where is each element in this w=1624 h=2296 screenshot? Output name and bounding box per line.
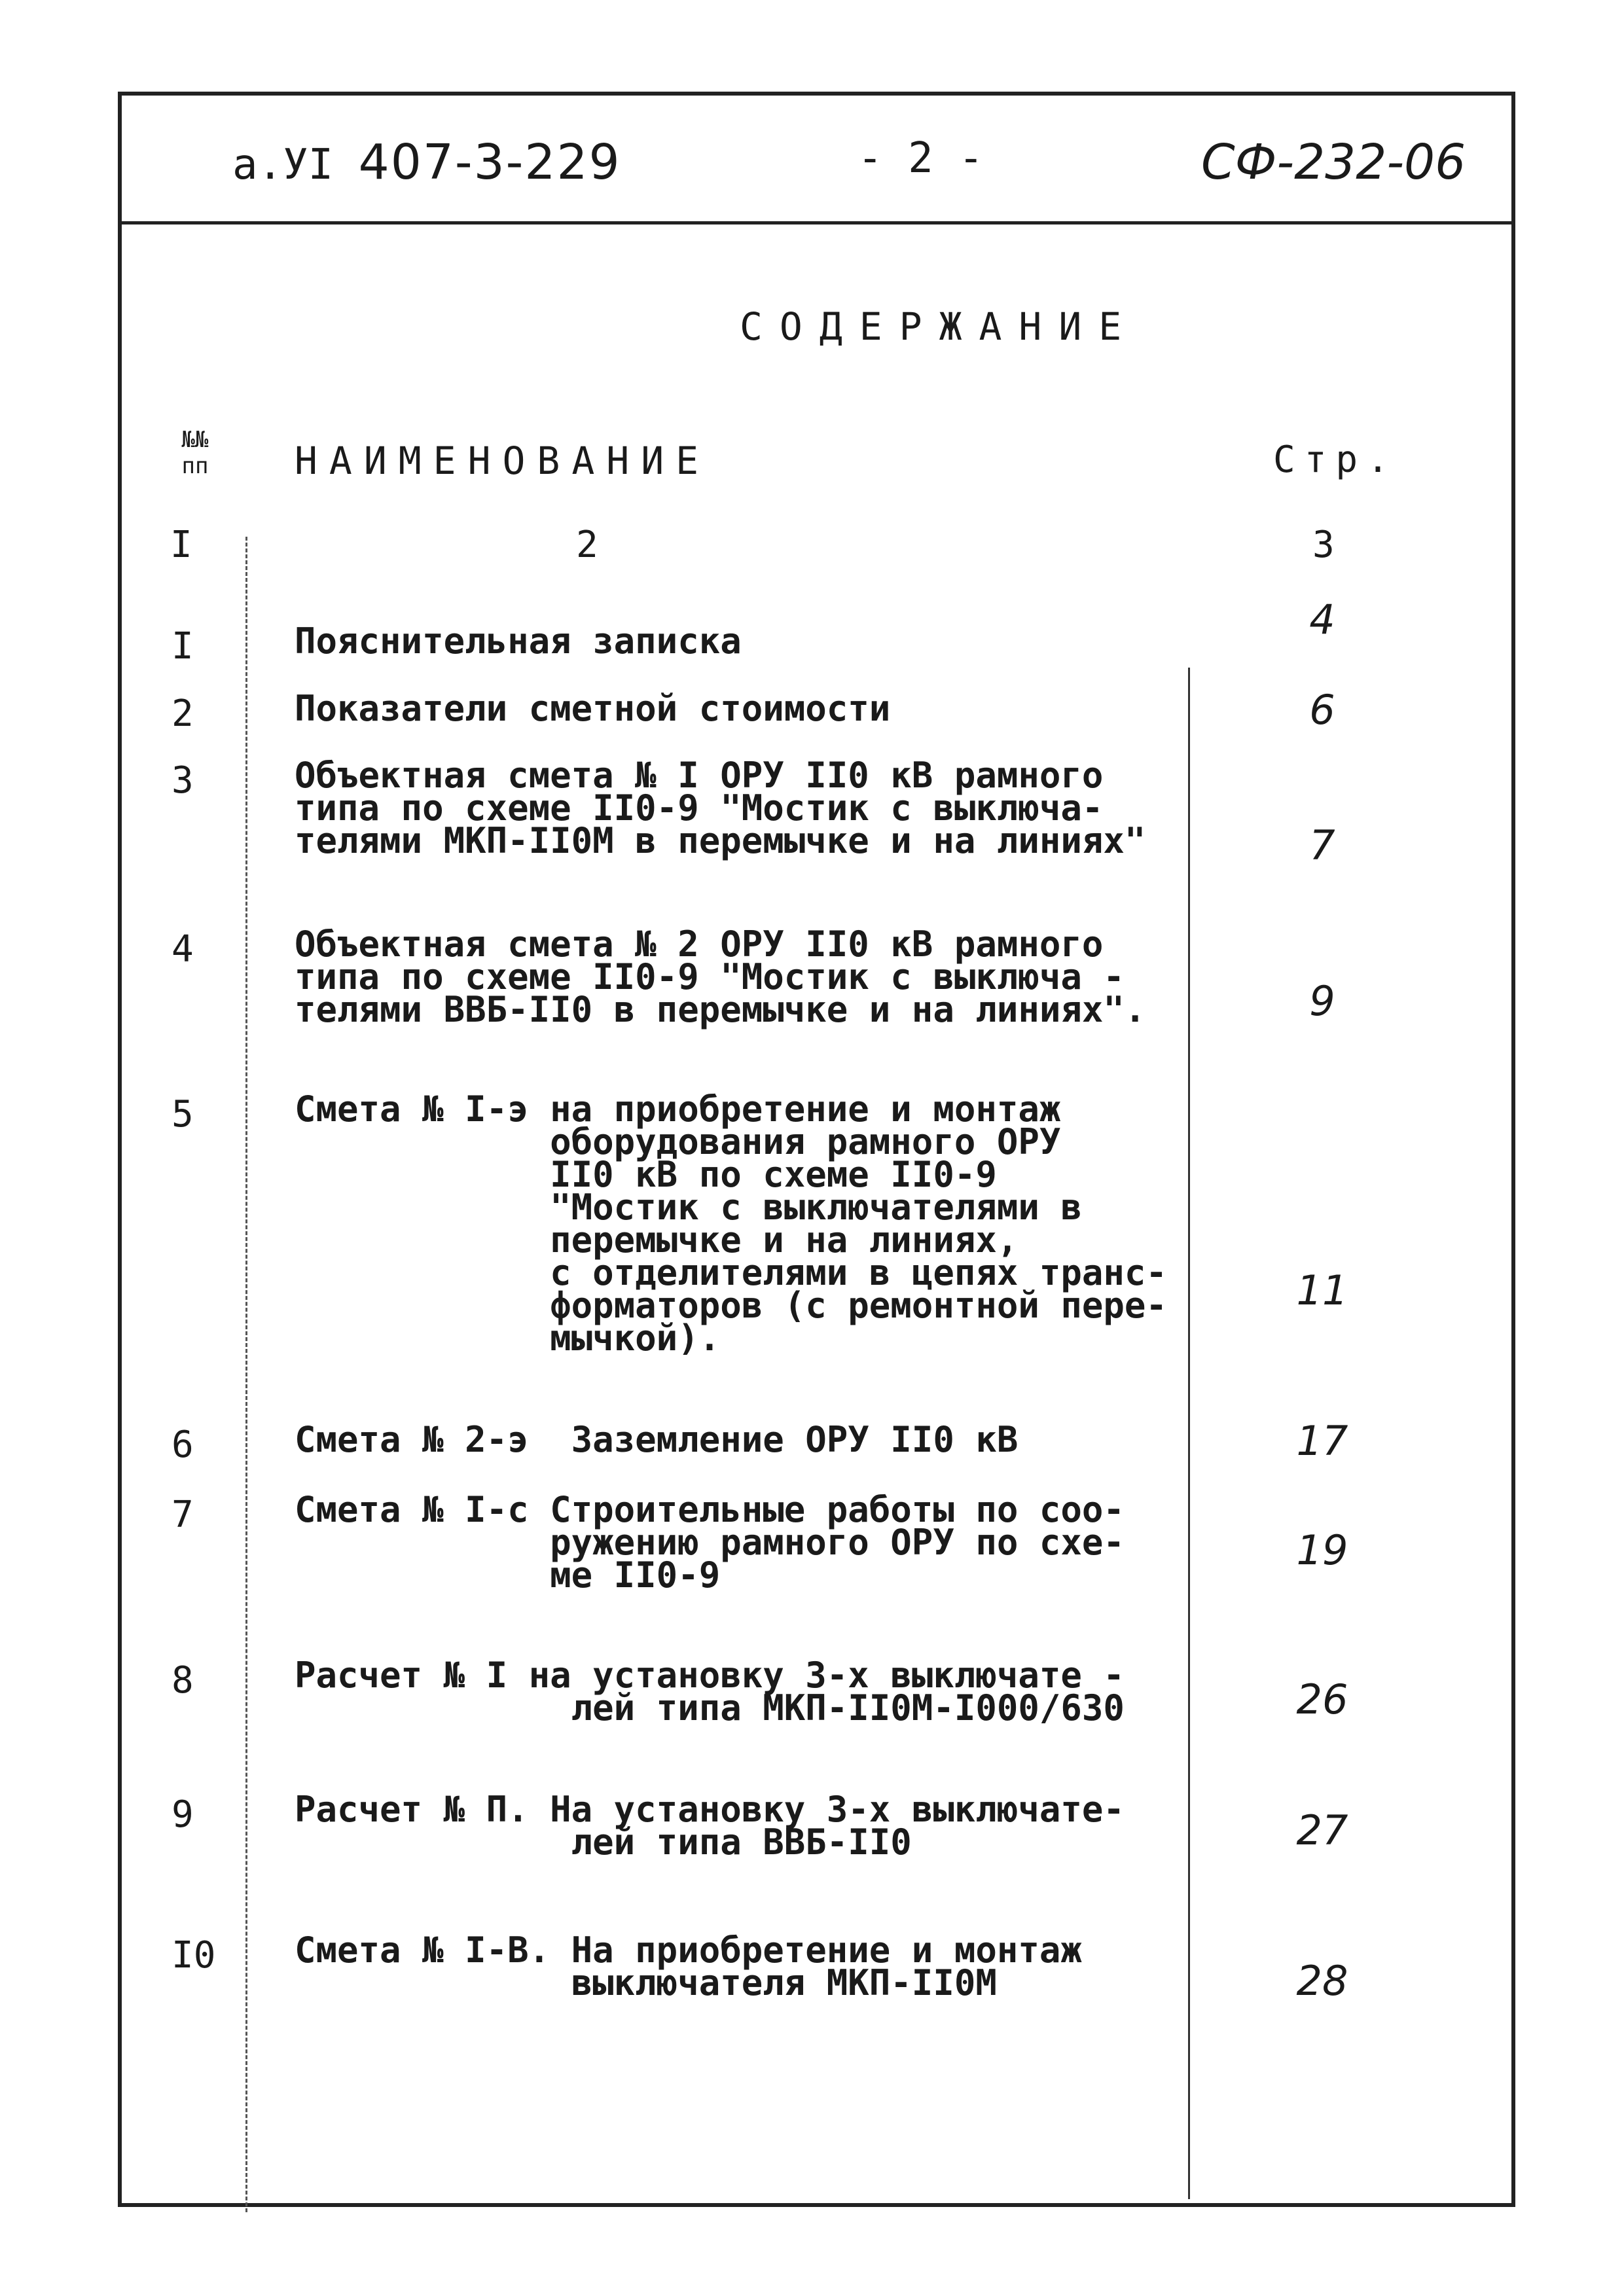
- column-rule-left: [245, 537, 247, 2212]
- toc-row-title: Смета № I-В. На приобретение и монтаж выключателя МКП-II0М: [295, 1929, 1082, 2003]
- toc-row-number: 2: [171, 692, 194, 735]
- column-head-number: №№ пп: [181, 427, 209, 479]
- column-head-page: Стр.: [1273, 439, 1398, 481]
- header-doc-code: СФ-232-06: [1201, 134, 1466, 190]
- toc-row-page: 17: [1296, 1417, 1348, 1465]
- toc-row-number: 3: [171, 759, 194, 802]
- column-index-number: I: [170, 524, 192, 566]
- header-code: 407-3-229: [358, 134, 621, 190]
- toc-row-number: I: [171, 625, 194, 668]
- header-page-marker: - 2 -: [857, 134, 984, 183]
- toc-row-page: 6: [1309, 686, 1335, 734]
- toc-row-page: 26: [1296, 1676, 1348, 1723]
- toc-row-number: 5: [171, 1093, 194, 1136]
- toc-row-title: Показатели сметной стоимости: [295, 688, 891, 729]
- toc-row-page: 19: [1296, 1526, 1348, 1574]
- toc-row-number: 4: [171, 928, 194, 971]
- toc-row-title: Расчет № I на установку 3-х выключате - лей типа МКП-II0М-I000/630: [295, 1655, 1125, 1729]
- toc-row-page: 7: [1309, 821, 1335, 869]
- header-left: [232, 134, 621, 190]
- toc-row-title: Объектная смета № I ОРУ II0 кВ рамного типа по схеме II0-9 "Мостик с выключа- телями МКП-II0М в перемычке и на линиях": [295, 755, 1146, 861]
- column-rule-right: [1188, 668, 1190, 2199]
- toc-row-title: Объектная смета № 2 ОРУ II0 кВ рамного типа по схеме II0-9 "Мостик с выключа - телями ВВБ-II0 в перемычке и на линиях".: [295, 924, 1146, 1030]
- column-index-page: 3: [1312, 524, 1335, 566]
- toc-row-page: 28: [1296, 1957, 1348, 2005]
- toc-row-number: 7: [171, 1494, 194, 1536]
- toc-row-page: 27: [1296, 1806, 1348, 1854]
- toc-row-page: 11: [1296, 1266, 1348, 1314]
- header-divider: [118, 221, 1515, 224]
- toc-row-number: 6: [171, 1424, 194, 1466]
- toc-row-page: 4: [1309, 596, 1335, 643]
- toc-row-title: Расчет № П. На установку 3-х выключате- лей типа ВВБ-II0: [295, 1789, 1125, 1863]
- toc-row-number: 8: [171, 1659, 194, 1702]
- toc-row-number: I0: [171, 1934, 216, 1977]
- toc-row-page: 9: [1309, 977, 1335, 1025]
- column-head-name: НАИМЕНОВАНИЕ: [295, 439, 711, 483]
- column-index-name: 2: [576, 524, 598, 566]
- toc-row-title: Пояснительная записка: [295, 620, 742, 662]
- header-prefix: а.УI: [232, 141, 334, 189]
- toc-row-number: 9: [171, 1793, 194, 1836]
- toc-row-title: Смета № 2-э Заземление ОРУ II0 кВ: [295, 1419, 1019, 1460]
- toc-row-title: Смета № I-э на приобретение и монтаж оборудования рамного ОРУ II0 кВ по схеме II0-9 "Мостик с выключателями в перемычке и на линиях, с отделителями в цепях транс- форматоров (с ремонтной пере- мычкой).: [295, 1088, 1167, 1359]
- page-title: СОДЕРЖАНИЕ: [740, 304, 1139, 349]
- toc-row-title: Смета № I-с Строительные работы по соо- ружению рамного ОРУ по схе- ме II0-9: [295, 1489, 1125, 1596]
